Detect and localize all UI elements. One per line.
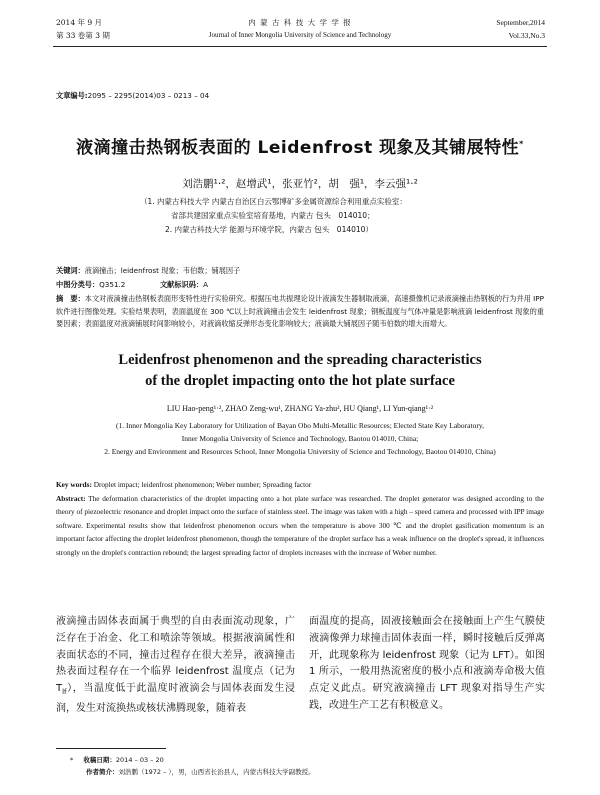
title-footnote-mark: * <box>519 139 524 149</box>
affiliation-cn-1: （1. 内蒙古科技大学 内蒙古自治区白云鄂博矿多金属资源综合利用重点实验室： <box>140 197 407 206</box>
abstract-en-label: Abstract: <box>56 494 86 503</box>
header-volume-cn: 第 33 卷第 3 期 <box>56 31 110 40</box>
footnote-mark: * <box>70 756 74 764</box>
body-left-subscript: lf <box>62 688 67 697</box>
article-number-label: 文章编号: <box>56 91 88 100</box>
keywords-en-value: Droplet impact; leidenfrost phenomenon; Weber number; Spreading factor <box>93 480 312 489</box>
abstract-en-text: The deformation characteristics of the droplet impacting onto a hot plate surface was researched. The droplet generator was designed according to the theory of piezoelectric resonance and droplet impact onto the surface of stainless steel. The image was taken with a high – speed camera and processed with IPP image software. Experimental results show that leidenfrost phenomenon occurs when the temperature is above 300 ℃ and the droplet gasification momentum is an important factor affecting the droplet leidenfrost phenomenon, though the temperature of the droplet surface has a weak influence on the droplet's spread, it influences strongly on the droplet's contraction rebound; the largest spreading factor of droplets increases with the increase of Weber number. <box>56 494 544 557</box>
footnote-author <box>86 767 315 778</box>
doc-code-label: 文献标识码： <box>159 280 204 289</box>
affiliation-en-2: Inner Mongolia University of Science and Technology, Baotou 014010, China; <box>181 434 419 443</box>
author-bio-value: 刘浩鹏（1972 – ），男，山西省长治县人，内蒙古科技大学副教授。 <box>118 768 315 776</box>
title-en-line-2: of the droplet impacting onto the hot plate surface <box>145 373 455 389</box>
affiliation-cn-3: 2. 内蒙古科技大学 能源与环境学院，内蒙古 包头 014010） <box>165 225 373 234</box>
authors-en: LIU Hao-peng¹·², ZHAO Zeng-wu¹, ZHANG Ya-zhu², HU Qiang¹, LI Yun-qiang¹·² <box>166 404 434 413</box>
title-cn: 液滴撞击热钢板表面的 Leidenfrost 现象及其铺展特性 <box>76 138 520 158</box>
clc-label: 中图分类号： <box>56 280 100 289</box>
abstract-en <box>56 492 544 559</box>
keywords-cn <box>56 265 240 278</box>
header-date-cn: 2014 年 9 月 <box>56 18 103 27</box>
header-volume-en: Vol.33,No.3 <box>508 31 545 40</box>
abstract-cn-text: 本文对液滴撞击热钢板表面形变特性进行实验研究。根据压电共振理论设计液滴发生器制取液滴，高速摄像机记录液滴撞击热钢板的行为并用 IPP 软件进行图像处理。实验结果表明，表面温度在 300 ℃以上时液滴撞击会发生 leidenfrost 现象；钢板温度与气体冲量是影响液滴 leidenfrost 现象的重要因素；表面温度对液滴铺展时间影响较小，对液滴收缩反弹形态变化影响较大；液滴最大铺展因子随韦伯数的增大而增大。 <box>56 294 544 329</box>
footnote-received <box>70 755 164 766</box>
classification <box>56 279 208 292</box>
keywords-en-label: Key words: <box>56 480 92 489</box>
keywords-cn-value: 液滴撞击；leidenfrost 现象；韦伯数；铺展因子 <box>84 266 241 275</box>
affiliation-en-1: (1. Inner Mongolia Key Laboratory for Utilization of Bayan Obo Multi-Metallic Resources; Elected State Key Laboratory, <box>116 421 484 430</box>
body-column-left <box>56 614 295 718</box>
title-en-block <box>40 350 560 392</box>
affiliation-en-3: 2. Energy and Environment and Resources School, Inner Mongolia University of Science and Technology, Baotou 014010, China) <box>104 447 496 456</box>
author-bio-label: 作者简介： <box>86 768 119 776</box>
keywords-cn-label: 关键词： <box>56 266 85 275</box>
affiliation-cn-2: 省部共建国家重点实验室培育基地，内蒙古 包头 014010； <box>171 211 375 220</box>
abstract-cn <box>56 293 544 331</box>
authors-cn: 刘浩鹏¹·²，赵增武¹，张亚竹²，胡 强¹，李云强¹·² <box>182 178 418 190</box>
title-en-line-1: Leidenfrost phenomenon and the spreading characteristics <box>118 352 482 368</box>
received-label: 收稿日期： <box>83 756 116 764</box>
body-left-text: 液滴撞击固体表面属于典型的自由表面流动现象，广泛存在于冶金、化工和喷涂等领域。根据液滴属性和表面状态的不同，撞击过程存在很大差异，液滴撞击热表面过程存在一个临界 leidenfrost 温度点（记为 T <box>56 616 295 695</box>
doc-code-value: A <box>203 280 209 289</box>
article-number <box>56 90 209 103</box>
body-left-tail: ），当温度低于此温度时液滴会与固体表面发生浸润，发生对流换热或核状沸腾现象，随着表 <box>56 683 295 714</box>
header-journal-en: Journal of Inner Mongolia University of Science and Technology <box>208 31 392 39</box>
footnote-rule <box>56 748 166 749</box>
article-number-value: 2095 – 2295(2014)03 – 0213 – 04 <box>87 91 210 100</box>
header-date-en: September,2014 <box>496 18 545 27</box>
header-journal-cn: 内 蒙 古 科 技 大 学 学 报 <box>248 18 352 27</box>
body-column-right: 面温度的提高，固液接触面会在接触面上产生气膜使液滴像弹力球撞击固体表面一样，瞬时接触后反弹离开，此现象称为 leidenfrost 现象（记为 LFT）。如图 1 所示，一般用热流密度的极小点和液滴寿命极大值点定义此点。研究液滴撞击 LFT 现象对指导生产实践，改进生产工艺有积极意义。 <box>309 616 545 711</box>
abstract-cn-label: 摘 要： <box>56 294 85 303</box>
clc-value: Q351.2 <box>99 280 126 289</box>
header-rule <box>53 46 547 47</box>
affiliations-en <box>30 419 570 458</box>
title-cn-block <box>0 133 600 158</box>
keywords-en <box>56 478 544 491</box>
received-value: 2014 – 03 – 20 <box>115 756 164 764</box>
